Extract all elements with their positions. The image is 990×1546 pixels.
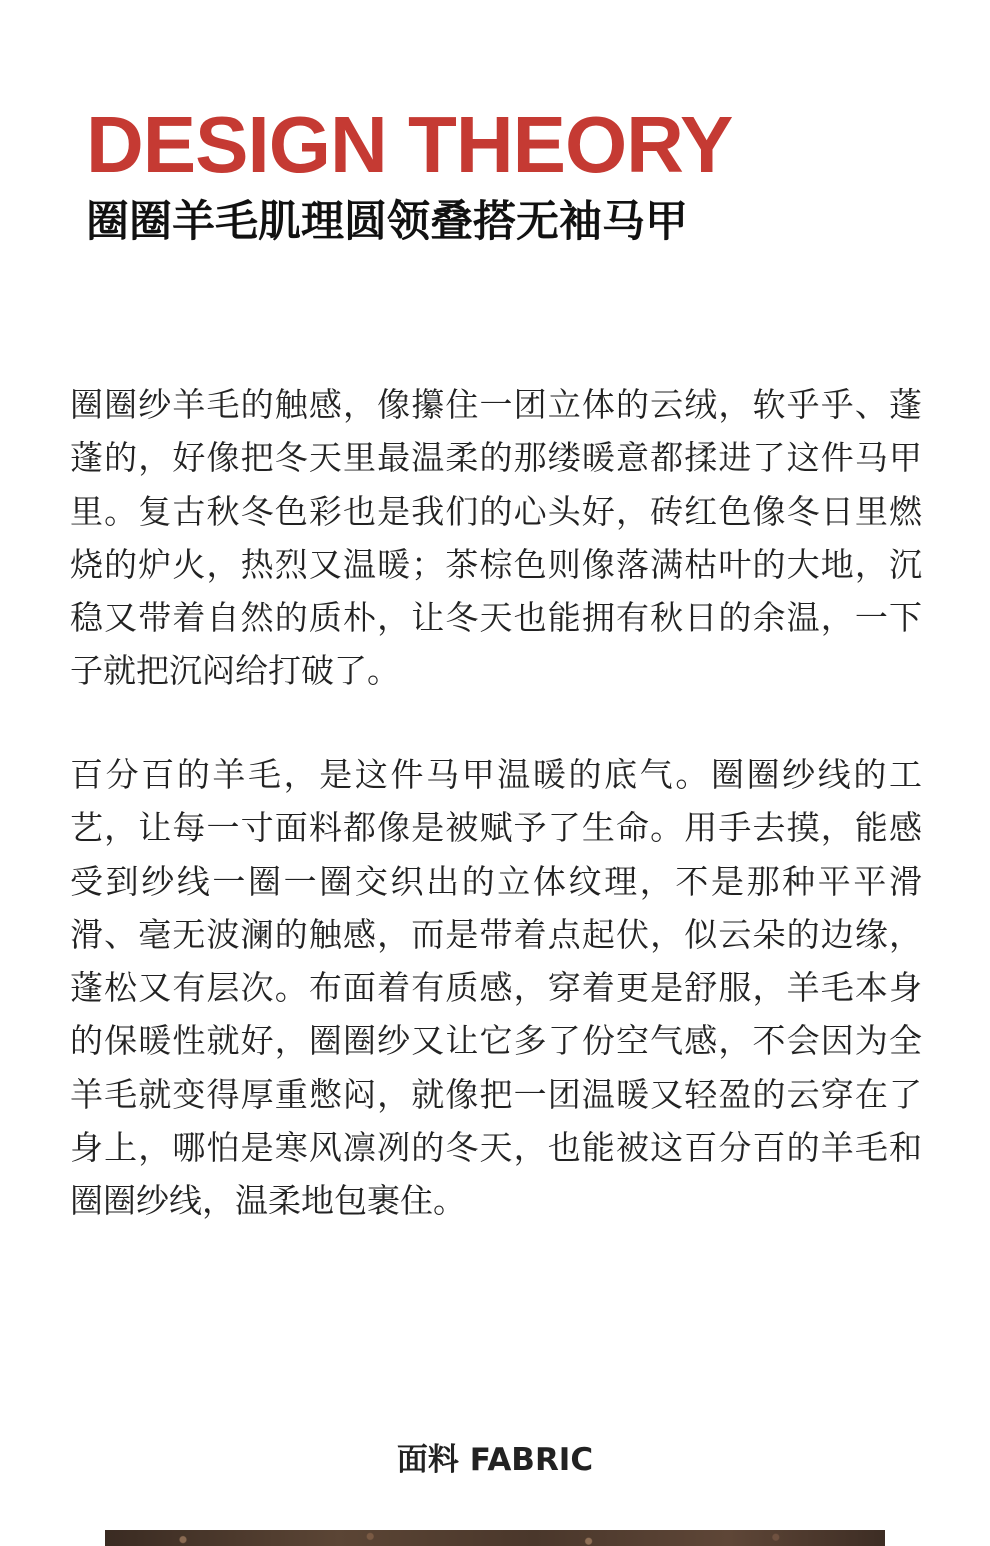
paragraph-line: 受到纱线一圈一圈交织出的立体纹理，不是那种平平滑 — [70, 861, 922, 901]
paragraph-line: 圈圈纱羊毛的触感，像攥住一团立体的云绒，软乎乎、蓬 — [70, 385, 922, 424]
paragraph-line: 子就把沉闷给打破了。 — [70, 651, 400, 691]
fabric-section-heading: 面料 FABRIC — [396, 1442, 594, 1478]
paragraph-line: 蓬的，好像把冬天里最温柔的那缕暖意都揉进了这件马甲 — [70, 438, 922, 478]
fabric-photo — [105, 1530, 885, 1546]
description-paragraph-1 — [70, 378, 922, 698]
paragraph-line: 烧的炉火，热烈又温暖；茶棕色则像落满枯叶的大地，沉 — [70, 544, 922, 584]
paragraph-line: 百分百的羊毛，是这件马甲温暖的底气。圈圈纱线的工 — [70, 755, 922, 794]
paragraph-line: 身上，哪怕是寒风凛冽的冬天，也能被这百分百的羊毛和 — [70, 1128, 922, 1168]
paragraph-line: 稳又带着自然的质朴，让冬天也能拥有秋日的余温，一下 — [70, 598, 922, 638]
paragraph-line: 圈圈纱线，温柔地包裹住。 — [70, 1181, 466, 1221]
paragraph-line: 艺，让每一寸面料都像是被赋予了生命。用手去摸，能感 — [70, 808, 922, 848]
product-name-subtitle: 圈圈羊毛肌理圆领叠搭无袖马甲 — [86, 197, 688, 247]
paragraph-line: 里。复古秋冬色彩也是我们的心头好，砖红色像冬日里燃 — [70, 491, 922, 531]
description-paragraph-2 — [70, 748, 922, 1228]
design-theory-title: DESIGN THEORY — [86, 100, 733, 189]
paragraph-line: 的保暖性就好，圈圈纱又让它多了份空气感，不会因为全 — [70, 1021, 922, 1061]
paragraph-line: 滑、毫无波澜的触感，而是带着点起伏，似云朵的边缘， — [70, 914, 922, 954]
paragraph-line: 羊毛就变得厚重憋闷，就像把一团温暖又轻盈的云穿在了 — [70, 1074, 922, 1114]
paragraph-line: 蓬松又有层次。布面着有质感，穿着更是舒服，羊毛本身 — [70, 968, 922, 1008]
